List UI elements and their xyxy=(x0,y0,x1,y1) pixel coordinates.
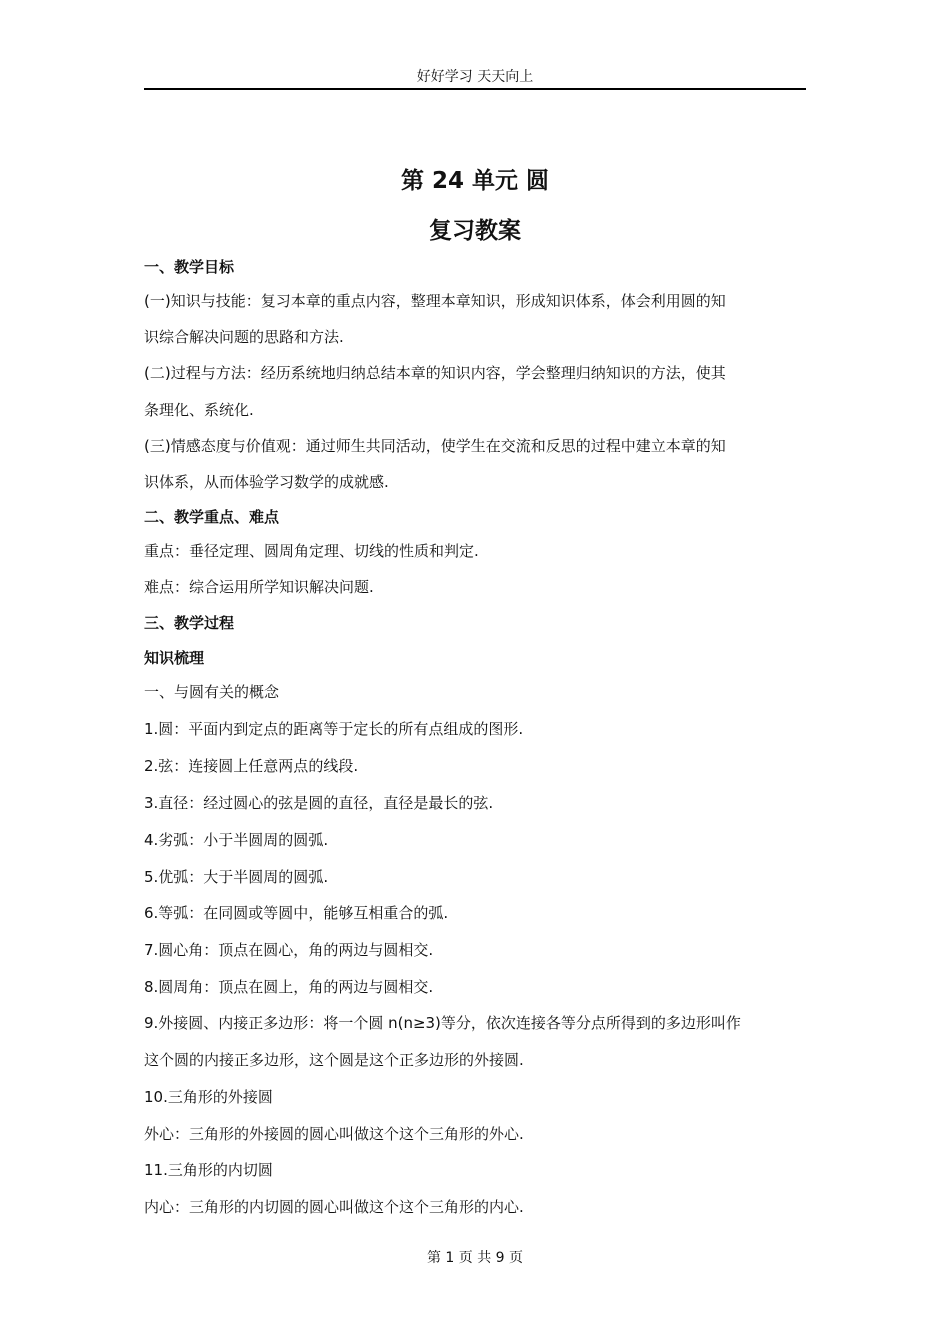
body-line: 3.直径：经过圆心的弦是圆的直径，直径是最长的弦. xyxy=(144,794,494,812)
section-heading: 知识梳理 xyxy=(144,649,205,667)
unit-title: 第 24 单元 圆 xyxy=(400,168,550,194)
body-line: 4.劣弧：小于半圆周的圆弧. xyxy=(144,831,329,849)
page-header: 好好学习 天天向上 xyxy=(416,69,534,85)
body-line: 重点：垂径定理、圆周角定理、切线的性质和判定. xyxy=(144,542,479,560)
body-line: (三)情感态度与价值观：通过师生共同活动，使学生在交流和反思的过程中建立本章的知 xyxy=(144,437,726,455)
page-footer: 第 1 页 共 9 页 xyxy=(426,1250,524,1266)
body-line: (一)知识与技能：复习本章的重点内容，整理本章知识，形成知识体系，体会利用圆的知 xyxy=(144,292,726,310)
body-line: (二)过程与方法：经历系统地归纳总结本章的知识内容，学会整理归纳知识的方法，使其 xyxy=(144,364,726,382)
header-rule xyxy=(144,88,806,90)
body-line: 一、与圆有关的概念 xyxy=(144,683,280,701)
body-line: 这个圆的内接正多边形，这个圆是这个正多边形的外接圆. xyxy=(144,1051,524,1069)
body-line: 识体系，从而体验学习数学的成就感. xyxy=(144,473,389,491)
body-line: 9.外接圆、内接正多边形：将一个圆 n(n≥3)等分，依次连接各等分点所得到的多边形叫作 xyxy=(144,1014,741,1032)
body-line: 识综合解决问题的思路和方法. xyxy=(144,328,344,346)
body-line: 难点：综合运用所学知识解决问题. xyxy=(144,578,374,596)
body-line: 条理化、系统化. xyxy=(144,401,254,419)
body-line: 2.弦：连接圆上任意两点的线段. xyxy=(144,757,359,775)
body-line: 内心：三角形的内切圆的圆心叫做这个这个三角形的内心. xyxy=(144,1198,524,1216)
body-line: 5.优弧：大于半圆周的圆弧. xyxy=(144,868,329,886)
body-line: 7.圆心角：顶点在圆心，角的两边与圆相交. xyxy=(144,941,434,959)
document-title: 复习教案 xyxy=(429,218,521,244)
body-line: 8.圆周角：顶点在圆上，角的两边与圆相交. xyxy=(144,978,434,996)
section-heading: 二、教学重点、难点 xyxy=(144,508,280,526)
body-line: 11.三角形的内切圆 xyxy=(144,1161,273,1179)
body-line: 外心：三角形的外接圆的圆心叫做这个这个三角形的外心. xyxy=(144,1125,524,1143)
section-heading: 一、教学目标 xyxy=(144,258,235,276)
body-line: 10.三角形的外接圆 xyxy=(144,1088,273,1106)
body-line: 1.圆：平面内到定点的距离等于定长的所有点组成的图形. xyxy=(144,720,524,738)
document-body xyxy=(144,255,806,1219)
body-line: 6.等弧：在同圆或等圆中，能够互相重合的弧. xyxy=(144,904,449,922)
section-heading: 三、教学过程 xyxy=(144,614,235,632)
